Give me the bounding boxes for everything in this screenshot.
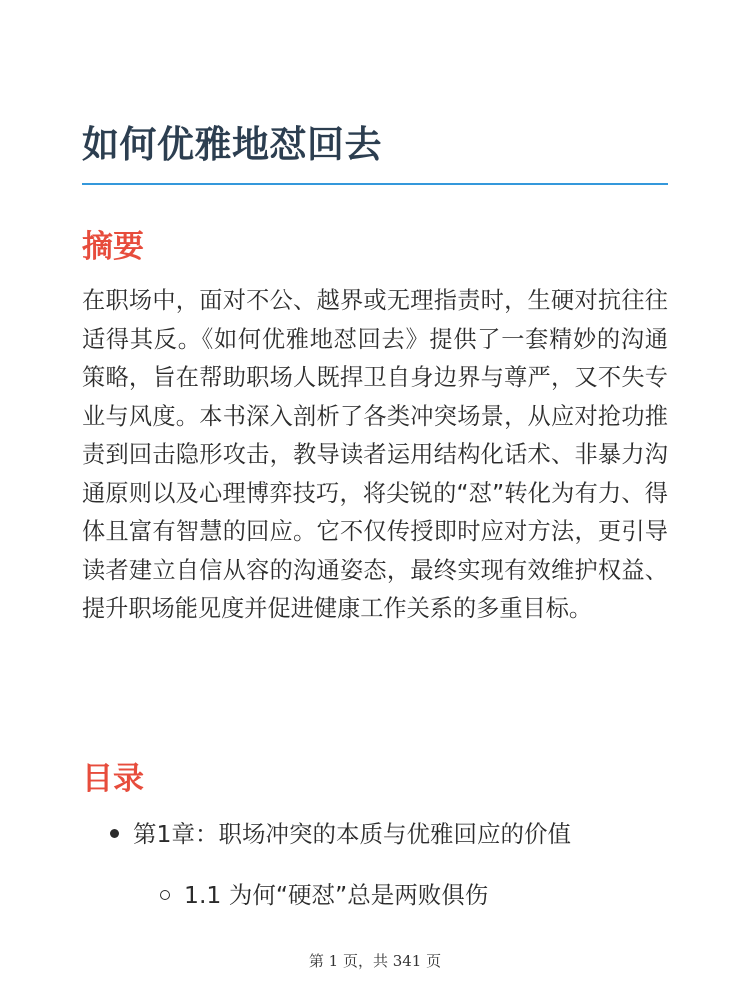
toc-heading: 目录 (82, 761, 144, 797)
bullet-disc-icon (110, 829, 119, 838)
title-divider (82, 183, 668, 185)
bullet-circle-icon (160, 890, 170, 900)
toc-item-label: 第1章：职场冲突的本质与优雅回应的价值 (133, 820, 571, 848)
summary-paragraph: 在职场中，面对不公、越界或无理指责时，生硬对抗往往适得其反。《如何优雅地怼回去》提供了一套精妙的沟通策略，旨在帮助职场人既捍卫自身边界与尊严，又不失专业与风度。本书深入剖析了各类冲突场景，从应对抢功推责到回击隐形攻击，教导读者运用结构化话术、非暴力沟通原则以及心理博弈技巧，将尖锐的“怼”转化为有力、得体且富有智慧的回应。它不仅传授即时应对方法，更引导读者建立自信从容的沟通姿态，最终实现有效维护权益、提升职场能见度并促进健康工作关系的多重目标。 (82, 287, 668, 622)
toc-item-section-1-1[interactable] (160, 876, 488, 910)
summary-heading: 摘要 (82, 229, 144, 265)
toc-item-chapter-1[interactable] (110, 815, 571, 849)
page-number: 第 1 页，共 341 页 (308, 952, 442, 970)
toc-item-label: 1.1 为何“硬怼”总是两败俱伤 (184, 881, 489, 909)
document-title: 如何优雅地怼回去 (82, 123, 382, 166)
